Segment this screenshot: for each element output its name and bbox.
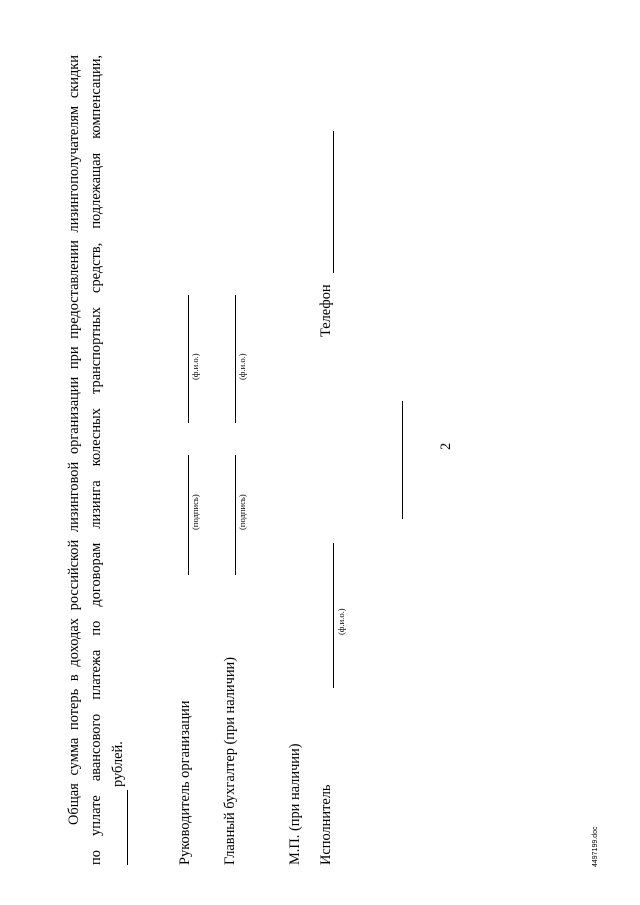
stamp-label: М.П. (при наличии) xyxy=(287,743,303,865)
head-name-caption: (ф.и.о.) xyxy=(190,353,200,380)
head-signature-caption: (подпись) xyxy=(190,494,200,530)
accountant-name-line xyxy=(235,295,236,423)
accountant-signature-line xyxy=(235,455,236,575)
stamp-line xyxy=(402,401,403,519)
head-label: Руководитель организации xyxy=(177,700,193,865)
footer-filename: 4497199.doc xyxy=(592,826,599,867)
accountant-signature-caption: (подпись) xyxy=(237,494,247,530)
phone-label: Телефон xyxy=(318,284,334,337)
amount-blank xyxy=(127,790,128,865)
summary-line-1: Общая сумма потерь в доходах российской лизинговой организации при предоставлении лизингополучателям скидки xyxy=(66,55,82,825)
executor-label: Исполнитель xyxy=(318,784,334,865)
phone-line xyxy=(333,131,334,273)
executor-name-caption: (ф.и.о.) xyxy=(336,608,346,635)
accountant-name-caption: (ф.и.о.) xyxy=(237,353,247,380)
accountant-label: Главный бухгалтер (при наличии) xyxy=(222,656,238,865)
head-signature-line xyxy=(188,455,189,575)
page-number: 2 xyxy=(438,442,454,450)
summary-line-3: рублей. xyxy=(110,741,126,787)
summary-line-2: по уплате авансового платежа по договорам лизинга колесных транспортных средств, подлежащая компенсации, xyxy=(88,55,104,865)
executor-name-line xyxy=(333,543,334,688)
head-name-line xyxy=(188,295,189,423)
